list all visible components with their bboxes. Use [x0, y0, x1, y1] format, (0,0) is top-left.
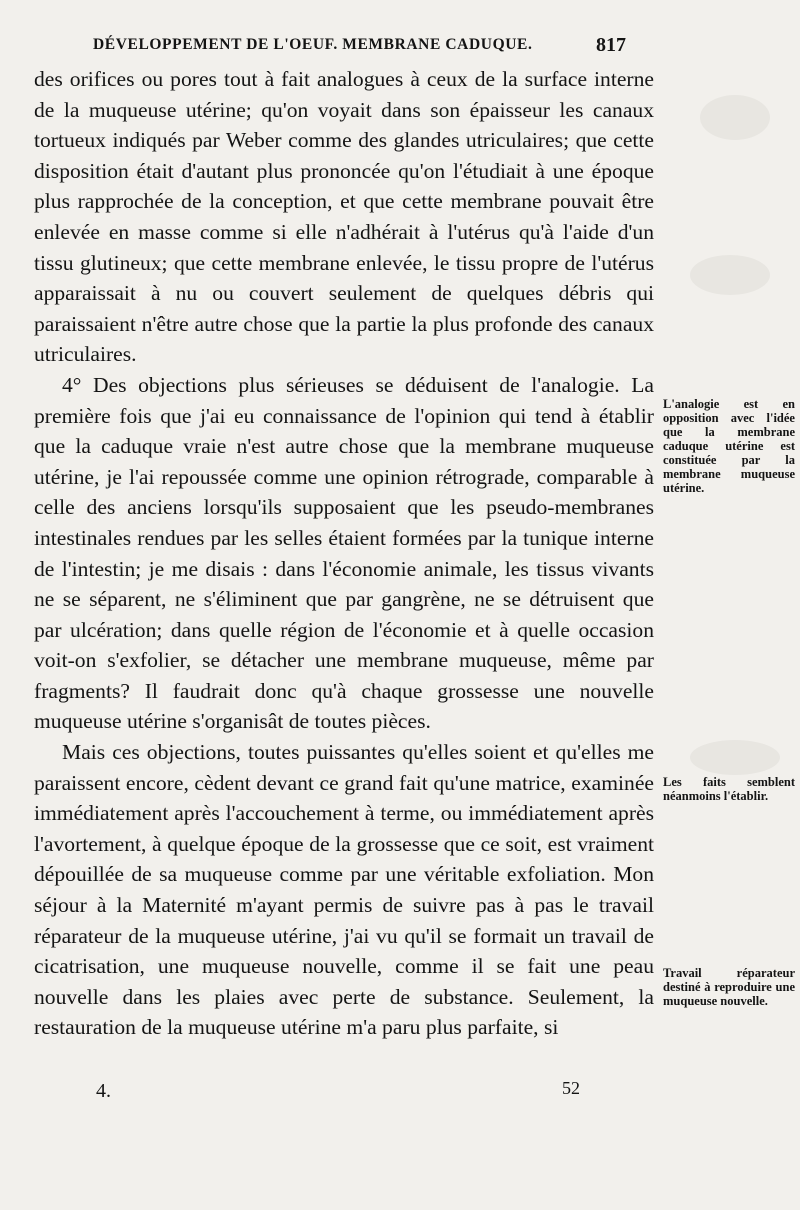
print-smudge	[690, 255, 770, 295]
margin-note-repair: Travail réparateur destiné à reproduire une muqueuse nouvelle.	[663, 966, 795, 1008]
print-smudge	[690, 740, 780, 775]
running-title: DÉVELOPPEMENT DE L'OEUF. MEMBRANE CADUQUE.	[93, 36, 533, 53]
signature-mark: 4.	[96, 1080, 111, 1102]
print-smudge	[700, 95, 770, 140]
sheet-number: 52	[562, 1078, 580, 1098]
paragraph-3: Mais ces objections, toutes puissantes qu'elles soient et qu'elles me paraissent encore, cèdent devant ce grand fait qu'une matrice, examinée immédiatement après l'accouchement à terme, ou immédiatement après l'avortement, à quelque époque de la grossesse que ce soit, est vraiment dépouillée de sa muqueuse comme par une véritable exfoliation. Mon séjour à la Maternité m'ayant permis de suivre pas à pas le travail réparateur de la muqueuse utérine, j'ai vu qu'il se formait un travail de cicatrisation, une muqueuse nouvelle, comme il se fait une peau nouvelle dans les plaies avec perte de substance. Seulement, la restauration de la muqueuse utérine m'a paru plus parfaite, si	[34, 740, 654, 1040]
page-number: 817	[596, 34, 626, 56]
paragraph-2: 4° Des objections plus sérieuses se déduisent de l'analogie. La première fois que j'ai eu connaissance de l'opinion qui tend à établir que la caduque vraie n'est autre chose que la membrane muqueuse utérine, je l'ai repoussée comme une opinion rétrograde, comparable à celle des anciens lorsqu'ils supposaient que les pseudo-membranes intestinales rendues par les selles étaient formées par la tunique interne de l'intestin; je me disais : dans l'économie animale, les tissus vivants ne se séparent, ne s'éliminent que par gangrène, ne se détruisent que par ulcération; dans quelle région de l'économie et à quelle occasion voit-on s'exfolier, se détacher une membrane muqueuse, même par fragments? Il faudrait donc qu'à chaque grossesse une nouvelle muqueuse utérine s'organisât de toutes pièces.	[34, 372, 654, 734]
margin-note-facts: Les faits semblent néanmoins l'établir.	[663, 775, 795, 803]
body-text	[34, 64, 654, 1043]
margin-note-analogy: L'analogie est en opposition avec l'idée que la membrane caduque utérine est constituée par la membrane muqueuse utérine.	[663, 397, 795, 495]
paragraph-1: des orifices ou pores tout à fait analogues à ceux de la surface interne de la muqueuse utérine; qu'on voyait dans son épaisseur les canaux tortueux indiqués par Weber comme des glandes utriculaires; que cette disposition était d'autant plus prononcée qu'on l'étudiait à une époque plus rapprochée de la conception, et que cette membrane pouvait être enlevée en masse comme si elle n'adhérait à l'utérus qu'à l'aide d'un tissu glutineux; que cette membrane enlevée, le tissu propre de l'utérus apparaissait à nu ou couvert seulement de quelques débris qui paraissaient n'être autre chose que la partie la plus profonde des canaux utriculaires.	[34, 67, 654, 367]
